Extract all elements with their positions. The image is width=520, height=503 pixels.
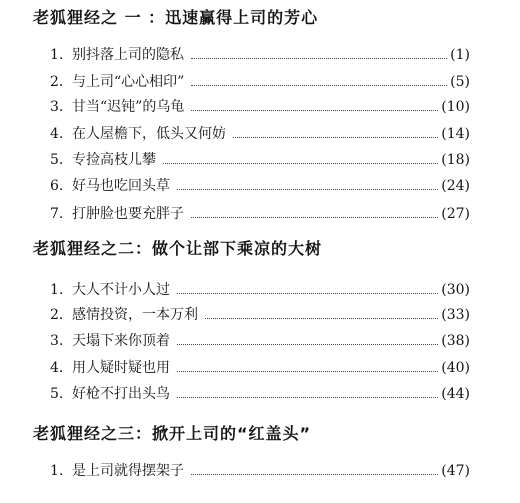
toc-entry[interactable] [50, 44, 470, 66]
dot-leader [177, 189, 438, 190]
toc-entry[interactable] [50, 460, 470, 482]
toc-entry[interactable] [50, 149, 470, 171]
toc-entry-page: (14) [441, 126, 470, 142]
dot-leader [205, 318, 438, 319]
toc-entry-number: 2. [50, 307, 64, 323]
section-title: 老狐狸经之二：做个让部下乘凉的大树 [33, 239, 323, 258]
toc-entry-title: 甘当“迟钝”的乌龟 [72, 99, 185, 115]
dot-leader [163, 163, 438, 164]
toc-entry-page: (10) [441, 99, 470, 115]
toc-entry[interactable] [50, 175, 470, 197]
toc-entry-number: 1. [50, 282, 64, 298]
toc-entry-title: 天塌下来你顶着 [72, 333, 170, 349]
toc-entry-number: 4. [50, 126, 64, 142]
dot-leader [233, 137, 438, 138]
toc-entry-number: 7. [50, 206, 64, 222]
section-title: 老狐狸经之三：掀开上司的“红盖头” [33, 424, 312, 443]
toc-entry-page: (38) [441, 333, 470, 349]
dot-leader [191, 110, 438, 111]
toc-entry-page: (33) [441, 307, 470, 323]
toc-entry[interactable] [50, 96, 470, 118]
toc-entry-number: 6. [50, 178, 64, 194]
toc-entry-number: 3. [50, 99, 64, 115]
toc-entry-title: 专捡高枝儿攀 [72, 152, 156, 168]
toc-entry-page: (30) [441, 282, 470, 298]
toc-entry-page: (27) [441, 206, 470, 222]
toc-entry[interactable] [50, 330, 470, 352]
dot-leader [191, 85, 447, 86]
dot-leader [177, 344, 438, 345]
dot-leader [191, 474, 438, 475]
toc-entry-title: 是上司就得摆架子 [72, 463, 184, 479]
toc-entry[interactable] [50, 71, 470, 93]
toc-entry-number: 5. [50, 152, 64, 168]
section-title: 老狐狸经之 一 ：迅速赢得上司的芳心 [33, 8, 319, 27]
toc-entry-page: (18) [441, 152, 470, 168]
toc-entry-title: 大人不计小人过 [72, 282, 170, 298]
toc-entry-title: 好枪不打出头鸟 [72, 386, 170, 402]
toc-entry-page: (24) [441, 178, 470, 194]
toc-entry-title: 在人屋檐下，低头又何妨 [72, 126, 226, 142]
toc-entry-title: 好马也吃回头草 [72, 178, 170, 194]
toc-entry-page: (5) [450, 74, 470, 90]
toc-entry-title: 别抖落上司的隐私 [72, 47, 184, 63]
toc-entry-title: 用人疑时疑也用 [72, 360, 170, 376]
toc-entry-number: 1. [50, 47, 64, 63]
toc-entry-number: 2. [50, 74, 64, 90]
dot-leader [177, 397, 438, 398]
toc-entry-title: 感情投资，一本万利 [72, 307, 198, 323]
toc-entry-page: (40) [441, 360, 470, 376]
dot-leader [177, 293, 438, 294]
toc-entry-number: 3. [50, 333, 64, 349]
toc-entry[interactable] [50, 279, 470, 301]
toc-entry[interactable] [50, 304, 470, 326]
toc-entry[interactable] [50, 357, 470, 379]
toc-entry-title: 与上司“心心相印” [72, 74, 185, 90]
toc-entry-number: 4. [50, 360, 64, 376]
toc-entry[interactable] [50, 383, 470, 405]
dot-leader [177, 371, 438, 372]
toc-entry-title: 打肿脸也要充胖子 [72, 206, 184, 222]
toc-entry-page: (44) [441, 386, 470, 402]
dot-leader [191, 58, 447, 59]
dot-leader [191, 217, 438, 218]
toc-entry[interactable] [50, 203, 470, 225]
toc-entry-page: (47) [441, 463, 470, 479]
toc-entry-number: 5. [50, 386, 64, 402]
toc-entry[interactable] [50, 123, 470, 145]
toc-entry-page: (1) [450, 47, 470, 63]
toc-entry-number: 1. [50, 463, 64, 479]
